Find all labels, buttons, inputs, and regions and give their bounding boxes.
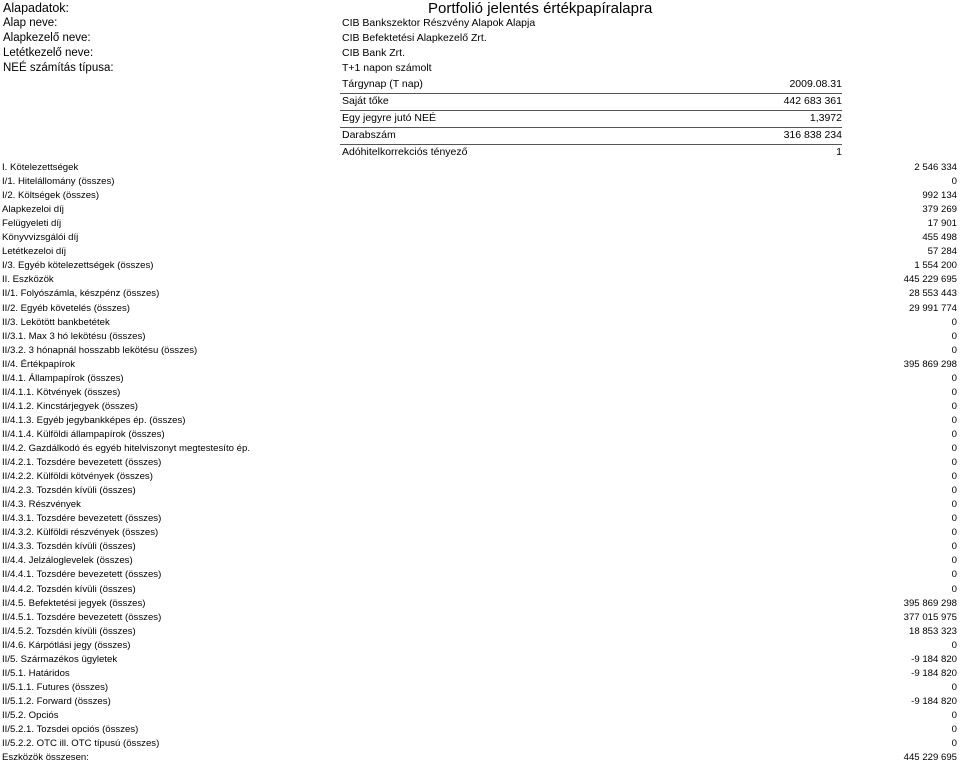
table-row bbox=[0, 598, 960, 612]
row-label: II/4.1. Állampapírok (összes) bbox=[2, 372, 124, 384]
row-label: II/4.3.3. Tozsdén kívüli (összes) bbox=[2, 541, 136, 553]
row-label: II/3.2. 3 hónapnál hosszabb lekötésu (összes) bbox=[2, 344, 198, 356]
row-label: II/4.4.2. Tozsdén kívüli (összes) bbox=[2, 583, 136, 595]
row-label: II/4.1.3. Egyéb jegybankképes ép. (összes) bbox=[2, 414, 186, 426]
fund-name-label: Alap neve: bbox=[3, 17, 58, 29]
row-label: II/4.5.2. Tozsdén kívüli (összes) bbox=[2, 625, 136, 637]
row-value: 0 bbox=[951, 541, 957, 553]
row-value: 0 bbox=[951, 555, 957, 567]
row-label: II/1. Folyószámla, készpénz (összes) bbox=[2, 288, 160, 300]
table-row bbox=[0, 401, 960, 415]
table-row bbox=[0, 569, 960, 583]
table-row bbox=[0, 555, 960, 569]
row-label: II/5.1. Határidos bbox=[2, 667, 70, 679]
row-label: II/5. Származékos ügyletek bbox=[2, 653, 118, 665]
row-value: 0 bbox=[951, 400, 957, 412]
row-label: II/4.3.2. Külföldi részvények (összes) bbox=[2, 527, 159, 539]
row-label: II/4.2.2. Külföldi kötvények (összes) bbox=[2, 471, 153, 483]
row-value: 2 546 334 bbox=[914, 162, 957, 173]
page-title: Portfolió jelentés értékpapíralapra bbox=[428, 0, 653, 17]
equity-label: Saját tőke bbox=[342, 95, 389, 107]
manager-name-label: Alapkezelő neve: bbox=[3, 32, 91, 44]
row-label: II/4.1.1. Kötvények (összes) bbox=[2, 386, 121, 398]
table-row bbox=[0, 457, 960, 471]
table-row bbox=[0, 218, 960, 232]
table-row bbox=[0, 612, 960, 626]
row-label: Felügyeleti díj bbox=[2, 218, 62, 230]
table-row bbox=[0, 317, 960, 331]
row-value: 0 bbox=[951, 471, 957, 483]
row-value: 0 bbox=[951, 583, 957, 595]
row-value: 0 bbox=[951, 569, 957, 581]
unit-count-label: Darabszám bbox=[342, 129, 396, 141]
row-label: II/4.1.2. Kincstárjegyek (összes) bbox=[2, 400, 138, 412]
fund-name-value: CIB Bankszektor Részvény Alapok Alapja bbox=[342, 17, 536, 29]
table-row bbox=[0, 345, 960, 359]
row-label: II/2. Egyéb követelés (összes) bbox=[2, 302, 130, 314]
row-value: 0 bbox=[951, 414, 957, 426]
row-label: II/5.2. Opciós bbox=[2, 709, 59, 721]
row-value: 395 869 298 bbox=[903, 597, 957, 609]
nav-type-label: NEÉ számítás típusa: bbox=[3, 62, 114, 74]
table-row bbox=[0, 443, 960, 457]
table-row bbox=[0, 190, 960, 204]
row-value: 0 bbox=[951, 330, 957, 342]
table-row bbox=[0, 682, 960, 696]
table-row bbox=[0, 738, 960, 752]
row-value: 0 bbox=[951, 386, 957, 398]
row-value: 377 015 975 bbox=[903, 611, 957, 623]
table-row bbox=[0, 331, 960, 345]
row-label: Letétkezeloi díj bbox=[2, 246, 66, 258]
row-label: II/4.3.1. Tozsdére bevezetett (összes) bbox=[2, 513, 162, 525]
equity-value: 442 683 361 bbox=[783, 95, 842, 107]
table-row bbox=[0, 274, 960, 288]
table-row bbox=[0, 527, 960, 541]
row-value: 1 554 200 bbox=[914, 260, 957, 272]
tax-correction-label: Adóhitelkorrekciós tényező bbox=[342, 146, 468, 158]
row-label: II/4.5. Befektetési jegyek (összes) bbox=[2, 597, 146, 609]
row-label: I/1. Hitelállomány (összes) bbox=[2, 176, 115, 188]
metrics-divider bbox=[340, 127, 842, 128]
row-label: II. Eszközök bbox=[2, 274, 54, 286]
trade-date-label: Tárgynap (T nap) bbox=[342, 78, 423, 90]
table-row bbox=[0, 204, 960, 218]
row-value: 0 bbox=[951, 513, 957, 525]
row-label: II/4.4.1. Tozsdére bevezetett (összes) bbox=[2, 569, 162, 581]
metrics-divider bbox=[340, 144, 842, 145]
row-value: 17 901 bbox=[927, 218, 957, 230]
table-row bbox=[0, 373, 960, 387]
row-value: 28 553 443 bbox=[908, 288, 957, 300]
row-value: 445 229 695 bbox=[903, 752, 957, 764]
row-label: Alapkezeloi díj bbox=[2, 204, 64, 216]
row-value: 0 bbox=[951, 499, 957, 511]
table-row bbox=[0, 541, 960, 555]
table-row bbox=[0, 429, 960, 443]
table-row bbox=[0, 485, 960, 499]
custodian-name-label: Letétkezelő neve: bbox=[3, 47, 94, 59]
table-row bbox=[0, 626, 960, 640]
row-label: II/5.1.1. Futures (összes) bbox=[2, 681, 109, 693]
custodian-name-value: CIB Bank Zrt. bbox=[342, 47, 406, 59]
table-row bbox=[0, 387, 960, 401]
row-value: 992 134 bbox=[922, 190, 957, 202]
row-value: 0 bbox=[951, 176, 957, 188]
row-value: 395 869 298 bbox=[903, 358, 957, 370]
row-label: II/4. Értékpapírok bbox=[2, 358, 76, 370]
table-row bbox=[0, 162, 960, 176]
table-row bbox=[0, 584, 960, 598]
row-label: II/4.2.3. Tozsdén kívüli (összes) bbox=[2, 485, 136, 497]
row-label: II/3. Lekötött bankbetétek bbox=[2, 316, 110, 328]
row-label: I. Kötelezettségek bbox=[2, 162, 79, 173]
table-row bbox=[0, 303, 960, 317]
row-value: 0 bbox=[951, 527, 957, 539]
row-label: Könyvvizsgálói díj bbox=[2, 232, 79, 244]
row-value: 0 bbox=[951, 639, 957, 651]
row-value: 0 bbox=[951, 443, 957, 454]
row-label: II/5.1.2. Forward (összes) bbox=[2, 695, 111, 707]
row-value: 455 498 bbox=[922, 232, 957, 244]
row-value: 0 bbox=[951, 485, 957, 497]
table-row bbox=[0, 288, 960, 302]
row-value: -9 184 820 bbox=[911, 667, 957, 679]
manager-name-value: CIB Befektetési Alapkezelő Zrt. bbox=[342, 32, 487, 44]
trade-date-value: 2009.08.31 bbox=[789, 78, 842, 90]
table-row bbox=[0, 499, 960, 513]
row-label: II/5.2.2. OTC ill. OTC típusú (összes) bbox=[2, 738, 160, 750]
row-value: 0 bbox=[951, 738, 957, 750]
row-label: II/4.1.4. Külföldi állampapírok (összes) bbox=[2, 428, 165, 440]
row-label: II/4.3. Részvények bbox=[2, 499, 81, 511]
row-label: I/2. Költségek (összes) bbox=[2, 190, 100, 202]
row-value: 0 bbox=[951, 428, 957, 440]
row-label: II/3.1. Max 3 hó lekötésu (összes) bbox=[2, 330, 146, 342]
table-row bbox=[0, 513, 960, 527]
table-row bbox=[0, 724, 960, 738]
table-row bbox=[0, 668, 960, 682]
row-value: 0 bbox=[951, 681, 957, 693]
unit-count-value: 316 838 234 bbox=[783, 129, 842, 141]
table-row bbox=[0, 640, 960, 654]
row-label: II/4.2.1. Tozsdére bevezetett (összes) bbox=[2, 457, 162, 469]
section-heading-alapadatok: Alapadatok: bbox=[3, 1, 70, 15]
row-label: II/5.2.1. Tozsdei opciós (összes) bbox=[2, 724, 139, 735]
row-value: 57 284 bbox=[927, 246, 957, 258]
row-label: II/4.4. Jelzáloglevelek (összes) bbox=[2, 555, 133, 567]
table-row bbox=[0, 415, 960, 429]
table-row bbox=[0, 710, 960, 724]
table-row bbox=[0, 752, 960, 766]
table-row bbox=[0, 176, 960, 190]
row-value: 0 bbox=[951, 316, 957, 328]
table-row bbox=[0, 696, 960, 710]
row-value: 0 bbox=[951, 709, 957, 721]
row-value: 29 991 774 bbox=[908, 302, 957, 314]
metrics-divider bbox=[340, 93, 842, 94]
row-value: 0 bbox=[951, 724, 957, 735]
nav-type-value: T+1 napon számolt bbox=[342, 62, 432, 74]
row-value: 445 229 695 bbox=[903, 274, 957, 286]
nav-per-unit-label: Egy jegyre jutó NEÉ bbox=[342, 112, 436, 124]
table-row bbox=[0, 232, 960, 246]
row-value: 0 bbox=[951, 344, 957, 356]
tax-correction-value: 1 bbox=[836, 146, 842, 158]
row-value: 18 853 323 bbox=[908, 625, 957, 637]
metrics-divider bbox=[340, 110, 842, 111]
row-label: II/4.2. Gazdálkodó és egyéb hitelviszonyt megtestesíto ép. bbox=[2, 443, 250, 454]
row-value: 0 bbox=[951, 457, 957, 469]
row-value: 379 269 bbox=[922, 204, 957, 216]
row-label: II/4.5.1. Tozsdére bevezetett (összes) bbox=[2, 611, 162, 623]
table-row bbox=[0, 260, 960, 274]
table-row bbox=[0, 359, 960, 373]
table-row bbox=[0, 246, 960, 260]
row-label: Eszközök összesen: bbox=[2, 752, 89, 764]
nav-per-unit-value: 1,3972 bbox=[809, 112, 842, 124]
table-row bbox=[0, 471, 960, 485]
row-value: -9 184 820 bbox=[911, 653, 957, 665]
row-value: -9 184 820 bbox=[911, 695, 957, 707]
row-value: 0 bbox=[951, 372, 957, 384]
row-label: I/3. Egyéb kötelezettségek (összes) bbox=[2, 260, 154, 272]
row-label: II/4.6. Kárpótlási jegy (összes) bbox=[2, 639, 131, 651]
table-row bbox=[0, 654, 960, 668]
